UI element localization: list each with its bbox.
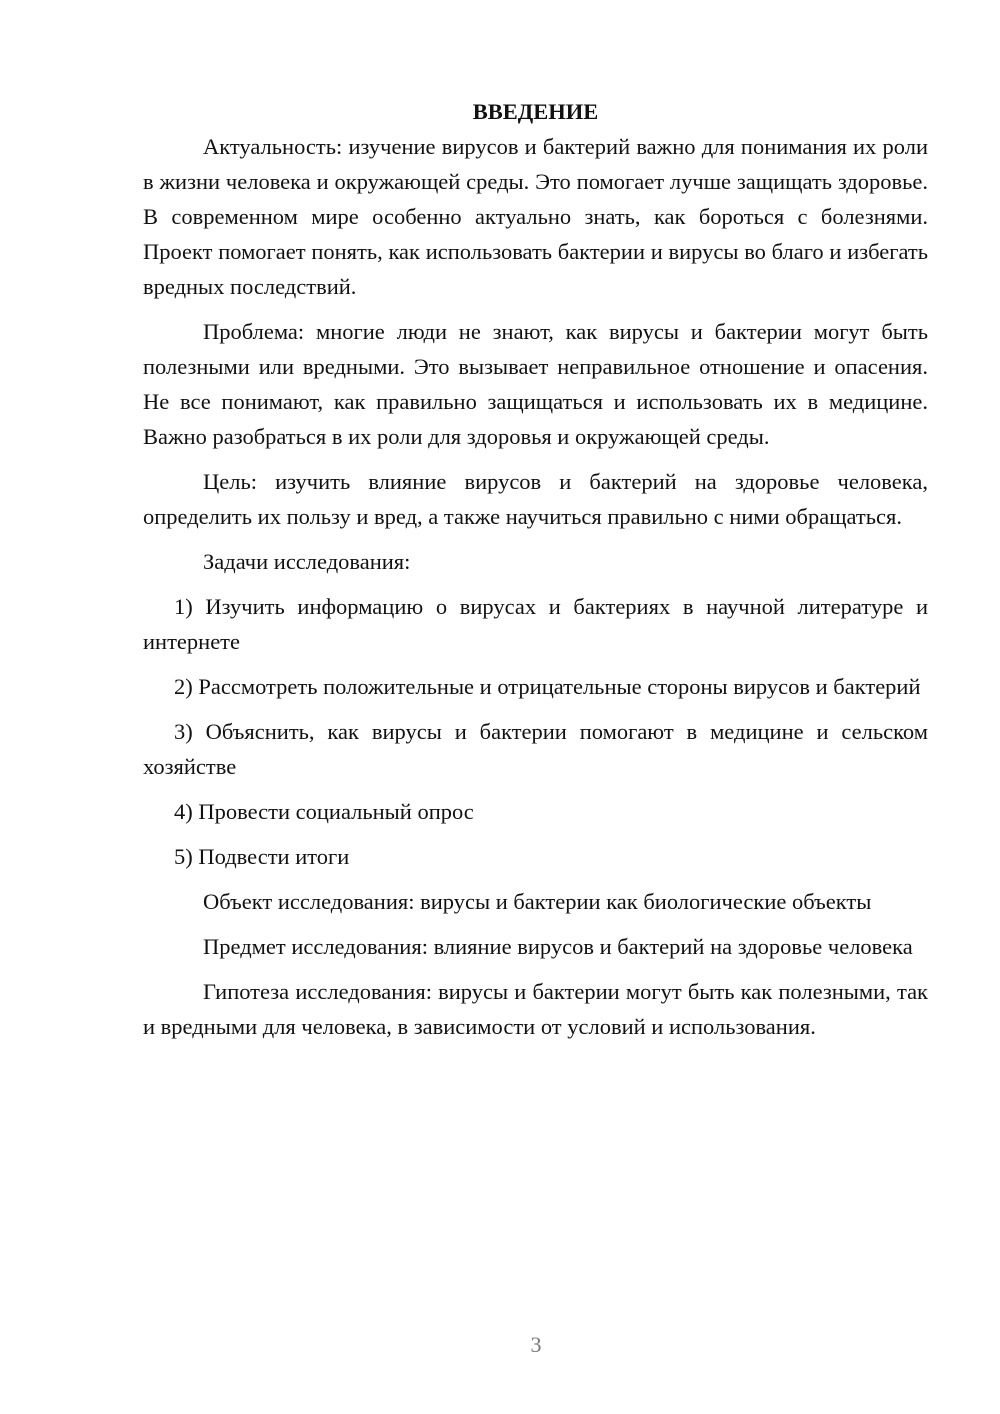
- tasks-list: [143, 589, 928, 874]
- tasks-heading: Задачи исследования:: [203, 549, 411, 574]
- list-item: 2) Рассмотреть положительные и отрицательные стороны вирусов и бактерий: [174, 674, 921, 699]
- paragraph-subject: Предмет исследования: влияние вирусов и бактерий на здоровье человека: [203, 934, 913, 959]
- page-number: 3: [530, 1332, 542, 1357]
- paragraph-hypothesis: Гипотеза исследования: вирусы и бактерии могут быть как полезными, так и вредными для человека, в зависимости от условий и использования.: [143, 979, 928, 1039]
- list-item: 4) Провести социальный опрос: [174, 799, 474, 824]
- paragraph-relevance: Актуальность: изучение вирусов и бактерий важно для понимания их роли в жизни человека и окружающей среды. Это помогает лучше защищать здоровье. В современном мире особенно актуально знать, как бороться с болезнями. Проект помогает понять, как использовать бактерии и вирусы во благо и избегать вредных последствий.: [143, 134, 928, 299]
- page-content: [143, 94, 928, 1054]
- page-title: ВВЕДЕНИЕ: [472, 99, 599, 124]
- list-item: 3) Объяснить, как вирусы и бактерии помогают в медицине и сельском хозяйстве: [143, 719, 928, 779]
- list-item: 5) Подвести итоги: [174, 844, 350, 869]
- paragraph-goal: Цель: изучить влияние вирусов и бактерий на здоровье человека, определить их пользу и вред, а также научиться правильно с ними обращаться.: [143, 469, 928, 529]
- paragraph-object: Объект исследования: вирусы и бактерии как биологические объекты: [203, 889, 872, 914]
- paragraph-problem: Проблема: многие люди не знают, как вирусы и бактерии могут быть полезными или вредными. Это вызывает неправильное отношение и опасения. Не все понимают, как правильно защищаться и использовать их в медицине. Важно разобраться в их роли для здоровья и окружающей среды.: [143, 319, 928, 449]
- list-item: 1) Изучить информацию о вирусах и бактериях в научной литературе и интернете: [143, 594, 928, 654]
